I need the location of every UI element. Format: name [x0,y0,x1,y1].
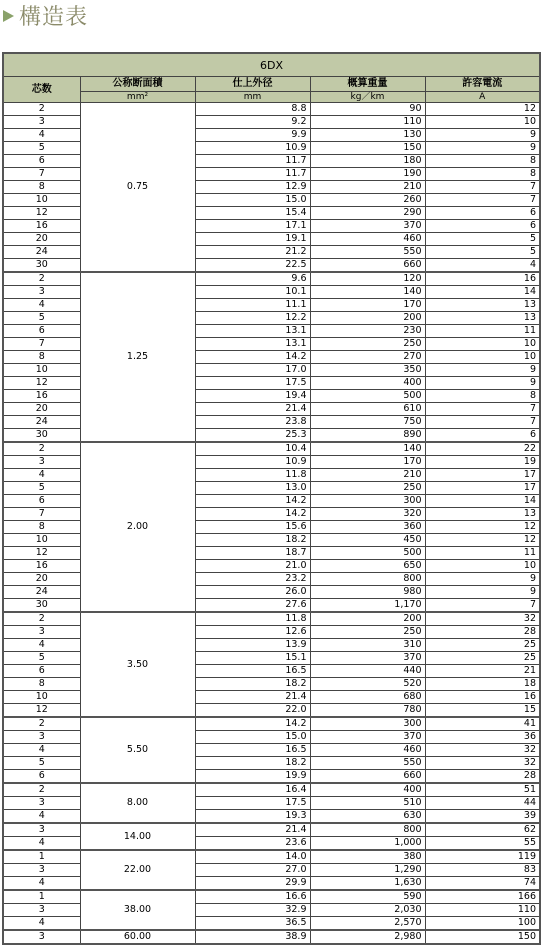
weight-cell: 290 [310,207,425,220]
diameter-cell: 11.8 [195,612,310,626]
diameter-cell: 13.9 [195,639,310,652]
cores-header: 芯数 [3,77,80,103]
diameter-cell: 26.0 [195,586,310,599]
current-cell: 21 [425,665,540,678]
weight-cell: 500 [310,390,425,403]
table-row [3,612,540,626]
diameter-cell: 11.1 [195,299,310,312]
cores-cell: 24 [3,416,80,429]
cores-cell: 2 [3,612,80,626]
diameter-cell: 21.0 [195,560,310,573]
diameter-cell: 11.8 [195,469,310,482]
current-cell: 13 [425,508,540,521]
current-cell: 14 [425,286,540,299]
area-header: 公称断面積 [80,77,195,92]
diameter-cell: 17.5 [195,377,310,390]
weight-cell: 980 [310,586,425,599]
cores-cell: 3 [3,930,80,944]
weight-cell: 630 [310,810,425,824]
diameter-cell: 21.4 [195,691,310,704]
weight-cell: 520 [310,678,425,691]
table-row [3,783,540,797]
weight-cell: 370 [310,731,425,744]
cores-cell: 24 [3,586,80,599]
diameter-unit: mm [195,92,310,103]
weight-unit: kg／km [310,92,425,103]
cores-cell: 6 [3,665,80,678]
current-cell: 9 [425,377,540,390]
weight-cell: 750 [310,416,425,429]
diameter-cell: 19.3 [195,810,310,824]
area-cell: 14.00 [80,823,195,850]
cores-cell: 1 [3,890,80,904]
current-cell: 6 [425,220,540,233]
cores-cell: 8 [3,351,80,364]
current-cell: 12 [425,521,540,534]
cores-cell: 4 [3,877,80,891]
cores-cell: 4 [3,469,80,482]
current-cell: 10 [425,560,540,573]
area-cell: 38.00 [80,890,195,930]
weight-cell: 150 [310,142,425,155]
diameter-cell: 19.1 [195,233,310,246]
current-cell: 7 [425,599,540,613]
current-cell: 6 [425,207,540,220]
diameter-cell: 10.9 [195,456,310,469]
diameter-cell: 22.0 [195,704,310,718]
current-cell: 7 [425,416,540,429]
weight-cell: 590 [310,890,425,904]
diameter-cell: 21.4 [195,403,310,416]
cores-cell: 3 [3,731,80,744]
weight-cell: 170 [310,299,425,312]
cores-cell: 10 [3,534,80,547]
current-cell: 9 [425,142,540,155]
current-cell: 7 [425,181,540,194]
table-unit-row [3,92,540,103]
current-cell: 22 [425,442,540,456]
weight-cell: 300 [310,717,425,731]
cores-cell: 16 [3,390,80,403]
cores-cell: 3 [3,797,80,810]
diameter-cell: 27.0 [195,864,310,877]
current-cell: 10 [425,338,540,351]
cores-cell: 8 [3,521,80,534]
current-cell: 44 [425,797,540,810]
table-row [3,823,540,837]
cores-cell: 6 [3,155,80,168]
current-cell: 7 [425,194,540,207]
current-cell: 100 [425,917,540,931]
weight-cell: 800 [310,573,425,586]
weight-cell: 500 [310,547,425,560]
table-title: 6DX [3,53,540,77]
table-row [3,103,540,116]
current-cell: 8 [425,390,540,403]
weight-cell: 780 [310,704,425,718]
weight-cell: 310 [310,639,425,652]
diameter-cell: 18.2 [195,678,310,691]
weight-header: 概算重量 [310,77,425,92]
table-row [3,442,540,456]
table-body [3,103,540,945]
diameter-cell: 14.2 [195,351,310,364]
diameter-cell: 17.5 [195,797,310,810]
diameter-cell: 11.7 [195,168,310,181]
diameter-cell: 17.1 [195,220,310,233]
current-cell: 5 [425,233,540,246]
current-cell: 150 [425,930,540,944]
cores-cell: 10 [3,194,80,207]
table-row [3,930,540,944]
diameter-cell: 18.2 [195,757,310,770]
diameter-cell: 10.9 [195,142,310,155]
weight-cell: 120 [310,272,425,286]
cores-cell: 8 [3,181,80,194]
diameter-cell: 12.6 [195,626,310,639]
diameter-cell: 14.0 [195,850,310,864]
cores-cell: 30 [3,429,80,443]
current-cell: 9 [425,573,540,586]
diameter-cell: 21.2 [195,246,310,259]
cores-cell: 10 [3,364,80,377]
current-cell: 9 [425,364,540,377]
current-cell: 36 [425,731,540,744]
area-cell: 2.00 [80,442,195,612]
diameter-cell: 14.2 [195,508,310,521]
current-cell: 8 [425,168,540,181]
weight-cell: 270 [310,351,425,364]
cores-cell: 5 [3,757,80,770]
weight-cell: 90 [310,103,425,116]
weight-cell: 400 [310,377,425,390]
weight-cell: 460 [310,744,425,757]
diameter-cell: 15.6 [195,521,310,534]
diameter-cell: 15.0 [195,194,310,207]
area-cell: 3.50 [80,612,195,717]
cores-cell: 4 [3,744,80,757]
diameter-cell: 12.2 [195,312,310,325]
weight-cell: 230 [310,325,425,338]
table-row [3,890,540,904]
weight-cell: 250 [310,626,425,639]
weight-cell: 380 [310,850,425,864]
cores-cell: 2 [3,783,80,797]
weight-cell: 210 [310,181,425,194]
current-cell: 7 [425,403,540,416]
area-cell: 60.00 [80,930,195,944]
cores-cell: 5 [3,652,80,665]
weight-cell: 510 [310,797,425,810]
cores-cell: 2 [3,442,80,456]
weight-cell: 110 [310,116,425,129]
weight-cell: 2,030 [310,904,425,917]
cores-cell: 2 [3,272,80,286]
diameter-cell: 38.9 [195,930,310,944]
current-cell: 4 [425,259,540,273]
area-cell: 1.25 [80,272,195,442]
page-title: 構造表 [19,4,89,30]
cores-cell: 10 [3,691,80,704]
weight-cell: 250 [310,338,425,351]
diameter-cell: 11.7 [195,155,310,168]
weight-cell: 890 [310,429,425,443]
cores-cell: 4 [3,810,80,824]
cores-cell: 20 [3,403,80,416]
cores-cell: 12 [3,377,80,390]
area-cell: 8.00 [80,783,195,823]
current-cell: 18 [425,678,540,691]
current-cell: 41 [425,717,540,731]
current-cell: 11 [425,325,540,338]
cores-cell: 12 [3,547,80,560]
weight-cell: 2,570 [310,917,425,931]
weight-cell: 440 [310,665,425,678]
weight-cell: 210 [310,469,425,482]
cores-cell: 1 [3,850,80,864]
current-cell: 28 [425,770,540,784]
current-unit: A [425,92,540,103]
cores-cell: 12 [3,704,80,718]
cores-cell: 5 [3,142,80,155]
cores-cell: 6 [3,770,80,784]
cores-cell: 7 [3,508,80,521]
current-cell: 10 [425,116,540,129]
current-cell: 28 [425,626,540,639]
current-cell: 12 [425,534,540,547]
diameter-cell: 9.9 [195,129,310,142]
current-cell: 10 [425,351,540,364]
diameter-cell: 15.4 [195,207,310,220]
current-cell: 13 [425,312,540,325]
current-cell: 19 [425,456,540,469]
weight-cell: 200 [310,312,425,325]
current-cell: 74 [425,877,540,891]
cores-cell: 3 [3,823,80,837]
structure-table [2,52,541,945]
current-cell: 32 [425,612,540,626]
diameter-cell: 15.1 [195,652,310,665]
current-cell: 16 [425,691,540,704]
weight-cell: 1,000 [310,837,425,851]
current-cell: 32 [425,757,540,770]
diameter-cell: 10.4 [195,442,310,456]
diameter-cell: 16.4 [195,783,310,797]
weight-cell: 350 [310,364,425,377]
diameter-cell: 17.0 [195,364,310,377]
weight-cell: 370 [310,220,425,233]
current-cell: 110 [425,904,540,917]
cores-cell: 3 [3,626,80,639]
current-cell: 9 [425,586,540,599]
current-cell: 83 [425,864,540,877]
cores-cell: 5 [3,312,80,325]
diameter-cell: 23.2 [195,573,310,586]
cores-cell: 16 [3,560,80,573]
weight-cell: 400 [310,783,425,797]
diameter-cell: 32.9 [195,904,310,917]
current-cell: 55 [425,837,540,851]
table-header-row [3,77,540,92]
weight-cell: 190 [310,168,425,181]
area-unit: mm² [80,92,195,103]
diameter-cell: 14.2 [195,717,310,731]
cores-cell: 4 [3,837,80,851]
current-cell: 15 [425,704,540,718]
diameter-cell: 9.2 [195,116,310,129]
weight-cell: 140 [310,286,425,299]
current-cell: 32 [425,744,540,757]
diameter-cell: 15.0 [195,731,310,744]
current-cell: 39 [425,810,540,824]
cores-cell: 24 [3,246,80,259]
cores-cell: 30 [3,599,80,613]
weight-cell: 2,980 [310,930,425,944]
weight-cell: 550 [310,757,425,770]
table-row [3,272,540,286]
table-title-row [3,53,540,77]
cores-cell: 7 [3,168,80,181]
current-cell: 25 [425,639,540,652]
weight-cell: 460 [310,233,425,246]
current-cell: 17 [425,482,540,495]
current-cell: 8 [425,155,540,168]
current-cell: 166 [425,890,540,904]
weight-cell: 1,170 [310,599,425,613]
diameter-cell: 21.4 [195,823,310,837]
diameter-cell: 23.8 [195,416,310,429]
weight-cell: 320 [310,508,425,521]
weight-cell: 200 [310,612,425,626]
current-cell: 119 [425,850,540,864]
diameter-cell: 19.9 [195,770,310,784]
cores-cell: 4 [3,917,80,931]
weight-cell: 360 [310,521,425,534]
weight-cell: 660 [310,770,425,784]
weight-cell: 170 [310,456,425,469]
area-cell: 5.50 [80,717,195,783]
diameter-cell: 16.6 [195,890,310,904]
current-cell: 12 [425,103,540,116]
weight-cell: 140 [310,442,425,456]
weight-cell: 260 [310,194,425,207]
cores-cell: 20 [3,573,80,586]
diameter-cell: 16.5 [195,744,310,757]
current-cell: 51 [425,783,540,797]
diameter-cell: 13.1 [195,338,310,351]
current-cell: 11 [425,547,540,560]
current-cell: 13 [425,299,540,312]
diameter-cell: 18.7 [195,547,310,560]
diameter-cell: 23.6 [195,837,310,851]
cores-cell: 3 [3,864,80,877]
table-row [3,717,540,731]
section-heading [3,0,88,30]
weight-cell: 450 [310,534,425,547]
diameter-cell: 29.9 [195,877,310,891]
weight-cell: 250 [310,482,425,495]
area-cell: 22.00 [80,850,195,890]
cores-cell: 3 [3,116,80,129]
cores-cell: 3 [3,904,80,917]
current-cell: 62 [425,823,540,837]
diameter-cell: 14.2 [195,495,310,508]
weight-cell: 610 [310,403,425,416]
cores-cell: 2 [3,717,80,731]
cores-cell: 2 [3,103,80,116]
weight-cell: 680 [310,691,425,704]
diameter-cell: 12.9 [195,181,310,194]
cores-cell: 20 [3,233,80,246]
weight-cell: 130 [310,129,425,142]
diameter-cell: 10.1 [195,286,310,299]
weight-cell: 550 [310,246,425,259]
cores-cell: 16 [3,220,80,233]
current-cell: 14 [425,495,540,508]
diameter-cell: 13.1 [195,325,310,338]
diameter-cell: 8.8 [195,103,310,116]
cores-cell: 4 [3,129,80,142]
weight-cell: 180 [310,155,425,168]
cores-cell: 30 [3,259,80,273]
current-cell: 16 [425,272,540,286]
cores-cell: 6 [3,325,80,338]
current-cell: 9 [425,129,540,142]
diameter-cell: 25.3 [195,429,310,443]
cores-cell: 3 [3,286,80,299]
diameter-cell: 9.6 [195,272,310,286]
cores-cell: 5 [3,482,80,495]
weight-cell: 650 [310,560,425,573]
weight-cell: 660 [310,259,425,273]
diameter-cell: 27.6 [195,599,310,613]
cores-cell: 3 [3,456,80,469]
cores-cell: 12 [3,207,80,220]
cores-cell: 8 [3,678,80,691]
weight-cell: 800 [310,823,425,837]
current-cell: 17 [425,469,540,482]
weight-cell: 370 [310,652,425,665]
diameter-cell: 36.5 [195,917,310,931]
area-cell: 0.75 [80,103,195,273]
diameter-cell: 16.5 [195,665,310,678]
diameter-cell: 19.4 [195,390,310,403]
diameter-cell: 22.5 [195,259,310,273]
cores-cell: 4 [3,299,80,312]
diameter-cell: 18.2 [195,534,310,547]
weight-cell: 300 [310,495,425,508]
table-row [3,850,540,864]
weight-cell: 1,290 [310,864,425,877]
weight-cell: 1,630 [310,877,425,891]
current-cell: 5 [425,246,540,259]
current-cell: 6 [425,429,540,443]
cores-cell: 7 [3,338,80,351]
arrow-marker-icon [3,10,14,22]
diameter-header: 仕上外径 [195,77,310,92]
cores-cell: 6 [3,495,80,508]
current-header: 許容電流 [425,77,540,92]
cores-cell: 4 [3,639,80,652]
diameter-cell: 13.0 [195,482,310,495]
current-cell: 25 [425,652,540,665]
